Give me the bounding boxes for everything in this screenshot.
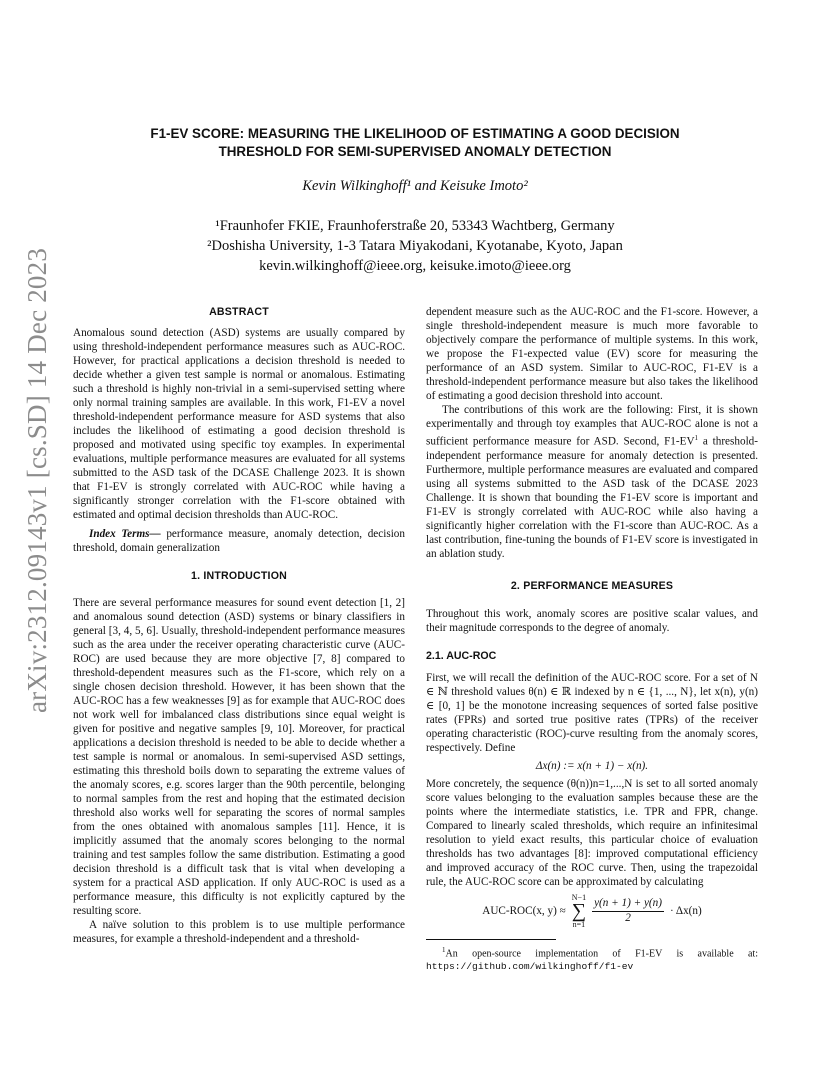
sum-symbol: ∑ xyxy=(571,899,587,922)
equation-lhs: AUC-ROC(x, y) ≈ xyxy=(482,904,566,917)
fraction xyxy=(592,897,664,925)
contributions-text-a: The contributions of this work are the following: First, it is shown experimentally and through toy examples that AUC-ROC alone is not a sufficient performance measure for ASD. Second, F1-EV xyxy=(426,404,758,448)
sum-upper-limit: N−1 xyxy=(571,892,587,902)
index-terms-label: Index Terms— xyxy=(89,528,161,540)
intro-continuation-paragraph: dependent measure such as the AUC-ROC and the F1-score. However, a single threshold-independent measure is much more favorable to objectively compare the performance of multiple systems. In this work, we propose the F1-expected value (EV) score for measuring the performance of an ASD system. Similar to AUC-ROC, F1-EV is a threshold-independent performance measure but also takes the likelihood of estimating a good decision threshold into account. xyxy=(426,306,758,402)
arxiv-stamp xyxy=(16,247,60,713)
summation xyxy=(572,893,586,929)
right-column xyxy=(426,305,758,973)
contributions-footnote-mark: 1 xyxy=(694,434,699,442)
introduction-paragraph-1: There are several performance measures for sound event detection [1, 2] and anomalous sound detection (ASD) systems or binary classifiers in general [3, 4, 5, 6]. Usually, threshold-independent performance measures such as the area under the receiver operating characteristic curve (AUC-ROC) are used because they are more objective [7, 8] compared to threshold-dependent measures such as the F1-score, which rely on a single chosen decision threshold. However, it has been shown that the AUC-ROC has a few weaknesses [9] as for example that AUC-ROC does not work well for imbalanced class distributions since equal weight is given for positive and negative samples [9, 10]. Moreover, for practical applications a decision threshold is needed to be able to decide whether a test sample is normal or anomalous. In semi-supervised ASD settings, estimating this threshold boils down to separating the extreme values of the anomaly scores, e.g. scores larger than the 90th percentile, belonging to normal samples from the rest and hoping that the estimated decision threshold also works well for separating the scores of normal samples from the ones obtained with anomalous samples [11]. Hence, it is implicitly assumed that the anomaly scores belonging to the normal training and test samples follow the same distribution. Estimating a good decision threshold is a difficult task that is vital when developing a system for a practical ASD application. If only AUC-ROC is used as a performance measure, this difficulty is not explicitly captured by the resulting score. xyxy=(73,597,405,917)
auc-roc-subheading: 2.1. AUC-ROC xyxy=(426,649,497,662)
sum-lower-limit: n=1 xyxy=(572,919,586,929)
affiliation-1: ¹Fraunhofer FKIE, Fraunhoferstraße 20, 53343 Wachtberg, Germany xyxy=(215,218,615,234)
footnote-text: An open-source implementation of F1-EV is available at: xyxy=(445,948,758,960)
footnote-mark: 1 xyxy=(442,945,446,954)
authors: Kevin Wilkinghoff¹ and Keisuke Imoto² xyxy=(302,178,528,194)
footnote-url[interactable]: https://github.com/wilkinghoff/f1-ev xyxy=(426,961,634,973)
title-line-2: THRESHOLD FOR SEMI-SUPERVISED ANOMALY DETECTION xyxy=(218,144,612,159)
index-terms xyxy=(73,527,405,555)
fraction-numerator: y(n + 1) + y(n) xyxy=(592,897,664,912)
introduction-paragraph-2: A naïve solution to this problem is to use multiple performance measures, for example a threshold-independent and a threshold- xyxy=(73,919,405,945)
left-column xyxy=(73,305,405,946)
contributions-text-b: a threshold-independent performance measure for anomaly detection is presented. Furthermore, multiple performance measures are evaluated and compared using all systems submitted to the ASD task of the DCASE 2023 Challenge. It is shown that bounding the F1-EV score is important and F1-EV is strongly correlated with AUC-ROC while also having a significantly higher correlation with the F1-score than AUC-ROC. As a last contribution, fine-tuning the bounds of F1-EV score is investigated in an ablation study. xyxy=(426,435,758,560)
abstract-heading: ABSTRACT xyxy=(209,306,269,318)
performance-measures-heading: 2. PERFORMANCE MEASURES xyxy=(510,579,674,592)
author-emails: kevin.wilkinghoff@ieee.org, keisuke.imoto@ieee.org xyxy=(259,258,571,274)
contributions-paragraph xyxy=(426,403,758,561)
abstract-body: Anomalous sound detection (ASD) systems are usually compared by using threshold-independent performance measures such as AUC-ROC. However, for practical applications a decision threshold is needed to decide whether a given test sample is normal or anomalous. Estimating such a threshold is highly non-trivial in a semi-supervised setting where only normal training samples are available. In this work, F1-EV a novel threshold-independent performance measure for ASD systems that also includes the likelihood of estimating a good decision threshold is proposed and motivated using specific toy examples. In experimental evaluations, multiple performance measures are evaluated for all systems submitted to the ASD task of the DCASE Challenge 2023. It is shown that F1-EV is strongly correlated with AUC-ROC while having a significantly stronger correlation with the F1-score obtained with estimated and optimal decision thresholds than AUC-ROC. xyxy=(73,327,405,521)
affiliations xyxy=(70,216,760,276)
delta-x-equation: Δx(n) := x(n + 1) − x(n). xyxy=(535,759,649,772)
index-terms-list: performance measure, anomaly detection, decision threshold, domain generalization xyxy=(73,528,405,554)
footnote xyxy=(426,944,758,973)
auc-roc-definition-paragraph: First, we will recall the definition of the AUC-ROC score. For a set of N ∈ ℕ threshold values θ(n) ∈ ℝ indexed by n ∈ {1, ..., N}, let x(n), y(n) ∈ [0, 1] be the monotone increasing sequences of sorted false positive rates (FPRs) and sorted true positive rates (TPRs) of the receiver operating characteristic (ROC)-curve resulting from the anomaly scores, respectively. Define xyxy=(426,671,758,754)
threshold-sequence-paragraph: More concretely, the sequence (θ(n))n=1,...,N is set to all sorted anomaly score values belonging to the evaluation samples because these are the points where the intermediate statistics, i.e. TPR and FPR, change. Compared to linearly scaled thresholds, which require an infinitesimal resolution to yield exact results, this particular choice of evaluation thresholds has two advantages [8]: improved computational efficiency and improved accuracy of the ROC curve. Then, using the trapezoidal rule, the AUC-ROC score can be approximated by calculating xyxy=(426,777,758,888)
title-line-1: F1-EV SCORE: MEASURING THE LIKELIHOOD OF ESTIMATING A GOOD DECISION xyxy=(150,126,680,141)
performance-measures-paragraph: Throughout this work, anomaly scores are positive scalar values, and their magnitude corresponds to the degree of anomaly. xyxy=(426,607,758,634)
equation-rhs: · Δx(n) xyxy=(669,904,702,917)
affiliation-2: ²Doshisha University, 1-3 Tatara Miyakodani, Kyotanabe, Kyoto, Japan xyxy=(207,238,623,254)
fraction-denominator: 2 xyxy=(625,911,631,924)
introduction-heading: 1. INTRODUCTION xyxy=(191,570,287,582)
paper-title xyxy=(70,125,760,161)
auc-roc-equation xyxy=(426,893,758,929)
arxiv-identifier: arXiv:2312.09143v1 [cs.SD] 14 Dec 2023 xyxy=(22,247,53,713)
footnote-rule xyxy=(426,939,556,940)
